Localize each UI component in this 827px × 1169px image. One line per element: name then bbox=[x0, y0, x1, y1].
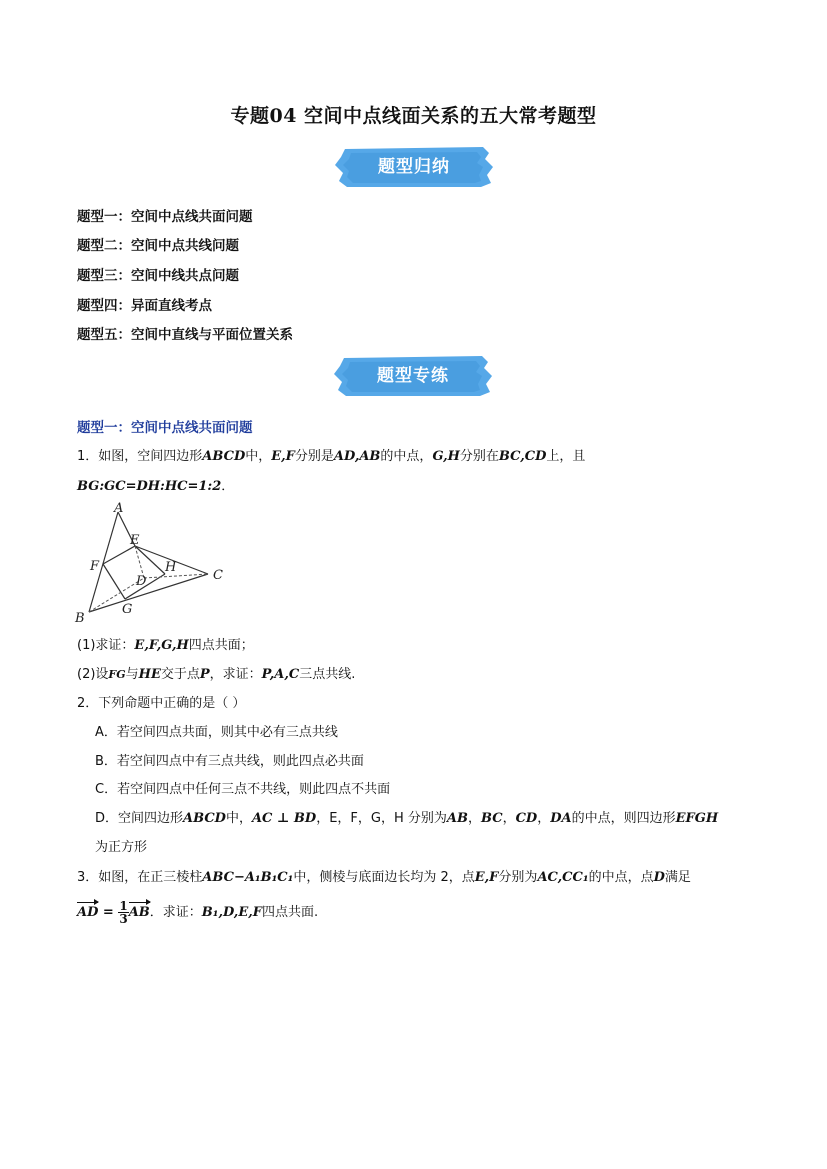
fraction-one-third bbox=[118, 900, 128, 925]
question-2-option-d bbox=[95, 807, 718, 826]
text: ， bbox=[467, 811, 481, 826]
text: 交于点 bbox=[160, 667, 200, 682]
text: ， bbox=[537, 811, 551, 826]
topic-item-2: 题型二：空间中点共线问题 bbox=[77, 238, 239, 254]
edge-EH bbox=[135, 546, 165, 574]
math: HE bbox=[138, 667, 161, 682]
text: 中， bbox=[245, 449, 272, 464]
label-H: H bbox=[165, 560, 177, 575]
text: 上，且 bbox=[546, 449, 586, 464]
text: 三点共线. bbox=[299, 667, 356, 682]
math: AC ⊥ BD bbox=[251, 811, 317, 826]
math: D bbox=[653, 870, 665, 885]
tetrahedron-figure bbox=[72, 500, 232, 626]
topic-item-1: 题型一：空间中点线共面问题 bbox=[77, 209, 253, 225]
label-G: G bbox=[122, 602, 133, 617]
text: ．求证： bbox=[149, 905, 202, 920]
text: 与 bbox=[125, 667, 139, 682]
math: E,F,G,H bbox=[134, 638, 189, 653]
question-2-option-c: C．若空间四点中任何三点不共线，则此四点不共面 bbox=[95, 782, 391, 797]
question-1-ratio bbox=[77, 475, 234, 494]
math: CD bbox=[515, 811, 538, 826]
math: = bbox=[98, 905, 119, 920]
text: 的中点，则四边形 bbox=[571, 811, 676, 826]
math: ABC−A₁B₁C₁ bbox=[202, 870, 294, 885]
text: 的中点，点 bbox=[588, 870, 654, 885]
text: 3．如图，在正三棱柱 bbox=[77, 870, 203, 885]
math: AC,CC₁ bbox=[537, 870, 589, 885]
text: 满足 bbox=[664, 870, 691, 885]
math: P bbox=[199, 667, 210, 682]
question-2-option-a: A．若空间四点共面，则其中必有三点共线 bbox=[95, 725, 338, 740]
label-C: C bbox=[213, 568, 223, 583]
math: ABCD bbox=[202, 449, 246, 464]
fraction-denominator: 3 bbox=[119, 912, 128, 926]
math: BC,CD bbox=[498, 449, 547, 464]
text: (2)设 bbox=[77, 667, 109, 682]
text: (1)求证： bbox=[77, 638, 135, 653]
banner-label: 题型归纳 bbox=[378, 157, 450, 177]
math: BC bbox=[480, 811, 503, 826]
page-title: 专题04 空间中点线面关系的五大常考题型 bbox=[230, 105, 597, 127]
math: AB bbox=[446, 811, 468, 826]
question-2-option-b: B．若空间四点中有三点共线，则此四点必共面 bbox=[95, 754, 364, 769]
question-2-stem: 2．下列命题中正确的是（ ） bbox=[77, 696, 246, 711]
fraction-numerator: 1 bbox=[119, 899, 128, 913]
vector-ad: AD bbox=[77, 905, 99, 920]
topic-item-4: 题型四：异面直线考点 bbox=[77, 298, 212, 314]
text: 四点共面. bbox=[262, 905, 319, 920]
edge-BC bbox=[89, 574, 208, 612]
text: ，E，F，G，H 分别为 bbox=[316, 811, 447, 826]
text: 1．如图，空间四边形 bbox=[77, 449, 203, 464]
math: DA bbox=[550, 811, 572, 826]
math: FG bbox=[108, 668, 126, 681]
question-2-option-d-cont: 为正方形 bbox=[95, 840, 148, 855]
section-banner-summary bbox=[331, 145, 497, 189]
text: ， bbox=[502, 811, 516, 826]
math: B₁,D,E,F bbox=[201, 905, 262, 920]
topic-item-3: 题型三：空间中线共点问题 bbox=[77, 268, 239, 284]
text: 分别为 bbox=[498, 870, 538, 885]
math: EFGH bbox=[675, 811, 719, 826]
math: ABCD bbox=[183, 811, 226, 826]
section-banner-practice bbox=[330, 354, 496, 398]
math: E,F bbox=[474, 870, 499, 885]
text: 分别在 bbox=[459, 449, 499, 464]
vector-ab: AB bbox=[128, 905, 150, 920]
question-1-part-2 bbox=[77, 663, 355, 682]
label-F: F bbox=[90, 559, 100, 574]
text: 的中点， bbox=[380, 449, 433, 464]
text: ． bbox=[221, 479, 235, 494]
question-1-part-1 bbox=[77, 634, 254, 653]
text: D．空间四边形 bbox=[95, 811, 184, 826]
math: P,A,C bbox=[261, 667, 300, 682]
label-D: D bbox=[136, 574, 147, 589]
text: 四点共面； bbox=[188, 638, 254, 653]
text: 中，侧棱与底面边长均为 2，点 bbox=[293, 870, 475, 885]
edge-FG bbox=[103, 564, 125, 599]
text: 分别是 bbox=[294, 449, 334, 464]
topic-item-5: 题型五：空间中直线与平面位置关系 bbox=[77, 327, 293, 343]
math: BG:GC=DH:HC=1:2 bbox=[77, 479, 222, 494]
math: G,H bbox=[432, 449, 460, 464]
label-A: A bbox=[114, 501, 124, 516]
text: 中， bbox=[225, 811, 252, 826]
section-heading: 题型一：空间中点线共面问题 bbox=[77, 420, 253, 436]
question-1-stem bbox=[77, 445, 585, 464]
question-3-condition bbox=[77, 900, 318, 925]
math: AD,AB bbox=[333, 449, 381, 464]
banner-label: 题型专练 bbox=[377, 366, 449, 386]
label-E: E bbox=[130, 533, 140, 548]
label-B: B bbox=[75, 611, 85, 626]
question-3-stem bbox=[77, 866, 691, 885]
text: ，求证： bbox=[209, 667, 262, 682]
math: E,F bbox=[271, 449, 295, 464]
